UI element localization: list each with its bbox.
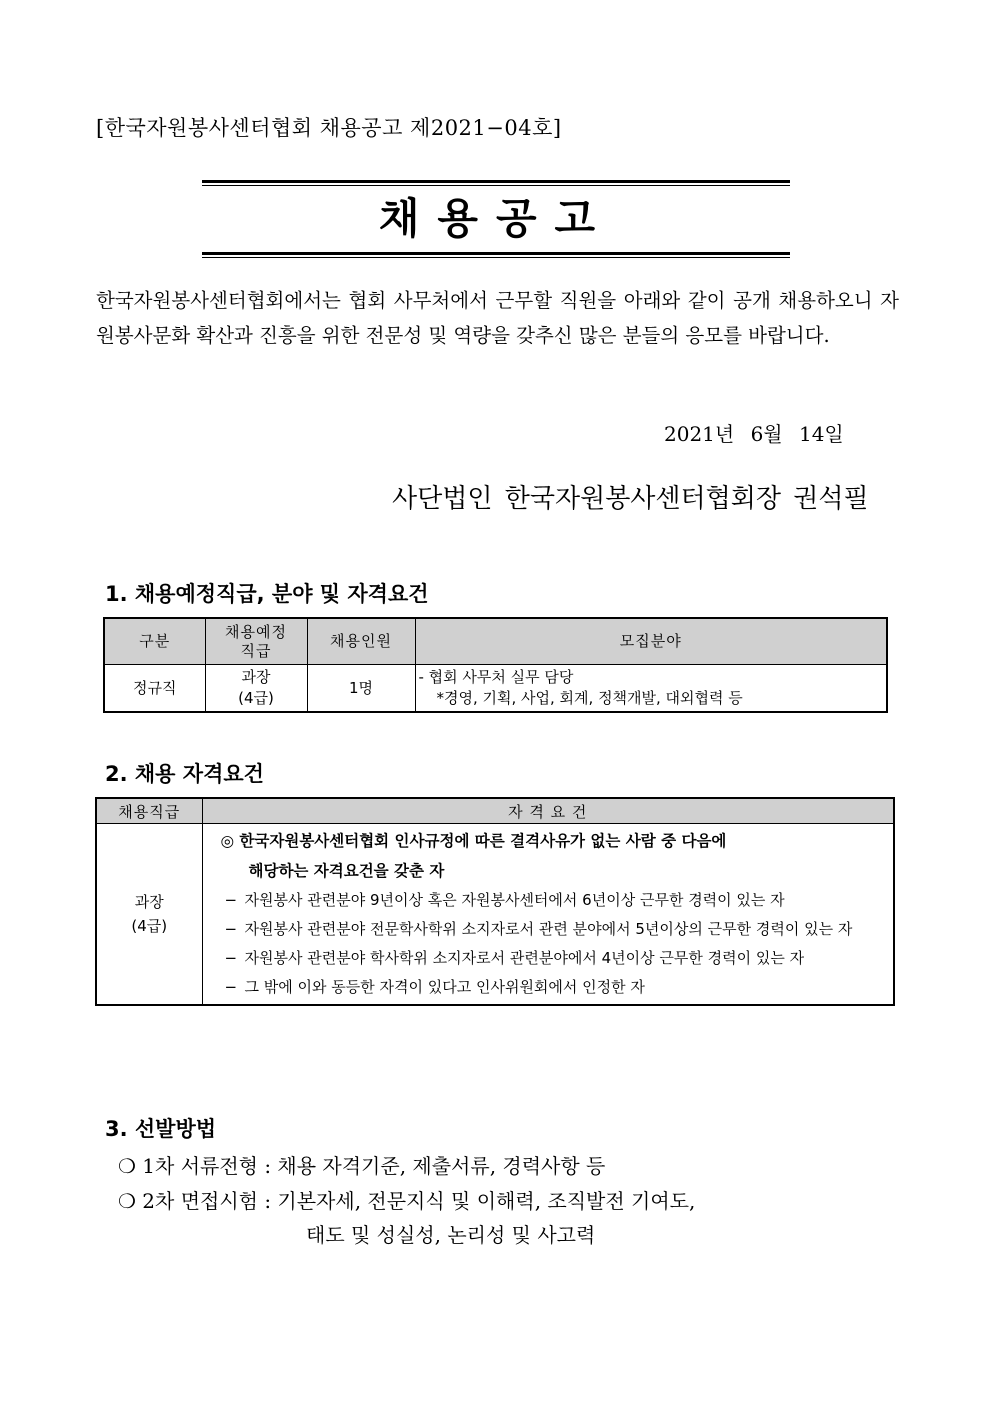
grade-title: 과장 [241, 668, 271, 686]
intro-paragraph: 한국자원봉사센터협회에서는 협회 사무처에서 근무할 직원을 아래와 같이 공개 채용하오니 자원봉사문화 확산과 진흥을 위한 전문성 및 역량을 갖추신 많은 분들의 응모를 바랍니다. [96, 289, 899, 347]
table-row [96, 824, 894, 1006]
list-item: − 그 밖에 이와 동등한 자격이 있다고 인사위원회에서 인정한 자 [224, 978, 645, 996]
requirements-heading [221, 826, 886, 886]
section-3-heading: 3. 선발방법 [105, 1117, 217, 1141]
col-grade: 채용직급 [96, 798, 202, 824]
selection-step-1: ❍ 1차 서류전형 : 채용 자격기준, 제출서류, 경력사항 등 [118, 1154, 606, 1178]
requirements-heading-line1: ◎ 한국자원봉사센터협회 인사규정에 따른 결격사유가 없는 사람 중 다음에 [220, 832, 727, 850]
page-title: 채용공고 [378, 194, 614, 243]
qualification-table [95, 797, 895, 1006]
cell-count: 1명 [307, 665, 415, 713]
col-requirements: 자 격 요 건 [202, 798, 894, 824]
cell-grade [205, 665, 307, 713]
title-rule-bottom [202, 252, 790, 258]
field-areas: *경영, 기획, 사업, 회계, 정책개발, 대외협력 등 [436, 689, 743, 707]
cell-category: 정규직 [104, 665, 205, 713]
section-1-heading: 1. 채용예정직급, 분야 및 자격요건 [105, 582, 429, 606]
grade-title: 과장 [134, 893, 164, 911]
col-grade-label: 채용예정 직급 [225, 622, 287, 660]
signer: 사단법인 한국자원봉사센터협회장 권석필 [392, 484, 869, 514]
cell-field [415, 665, 887, 713]
cell-grade [96, 824, 202, 1006]
selection-step-2: ❍ 2차 면접시험 : 기본자세, 전문지식 및 이해력, 조직발전 기여도, [118, 1189, 696, 1213]
cell-requirements [202, 824, 894, 1006]
selection-step-2-continued: 태도 및 성실성, 논리성 및 사고력 [306, 1223, 596, 1247]
grade-level: (4급) [131, 917, 168, 935]
list-item: − 자원봉사 관련분야 9년이상 혹은 자원봉사센터에서 6년이상 근무한 경력이 있는 자 [224, 891, 785, 909]
table-row [104, 665, 887, 713]
section-2-heading: 2. 채용 자격요건 [105, 762, 264, 786]
notice-number: [한국자원봉사센터협회 채용공고 제2021−04호] [96, 116, 562, 140]
requirements-heading-line2: 해당하는 자격요건을 갖춘 자 [248, 862, 445, 880]
field-duty: - 협회 사무처 실무 담당 [418, 668, 574, 686]
col-category: 구분 [104, 618, 205, 665]
col-count: 채용인원 [307, 618, 415, 665]
list-item: − 자원봉사 관련분야 학사학위 소지자로서 관련분야에서 4년이상 근무한 경력이 있는 자 [224, 949, 805, 967]
col-field: 모집분야 [415, 618, 887, 665]
position-table [103, 617, 888, 713]
notice-date: 2021년 6월 14일 [664, 422, 844, 446]
col-grade [205, 618, 307, 665]
list-item: − 자원봉사 관련분야 전문학사학위 소지자로서 관련 분야에서 5년이상의 근무한 경력이 있는 자 [224, 920, 853, 938]
grade-level: (4급) [238, 689, 274, 707]
